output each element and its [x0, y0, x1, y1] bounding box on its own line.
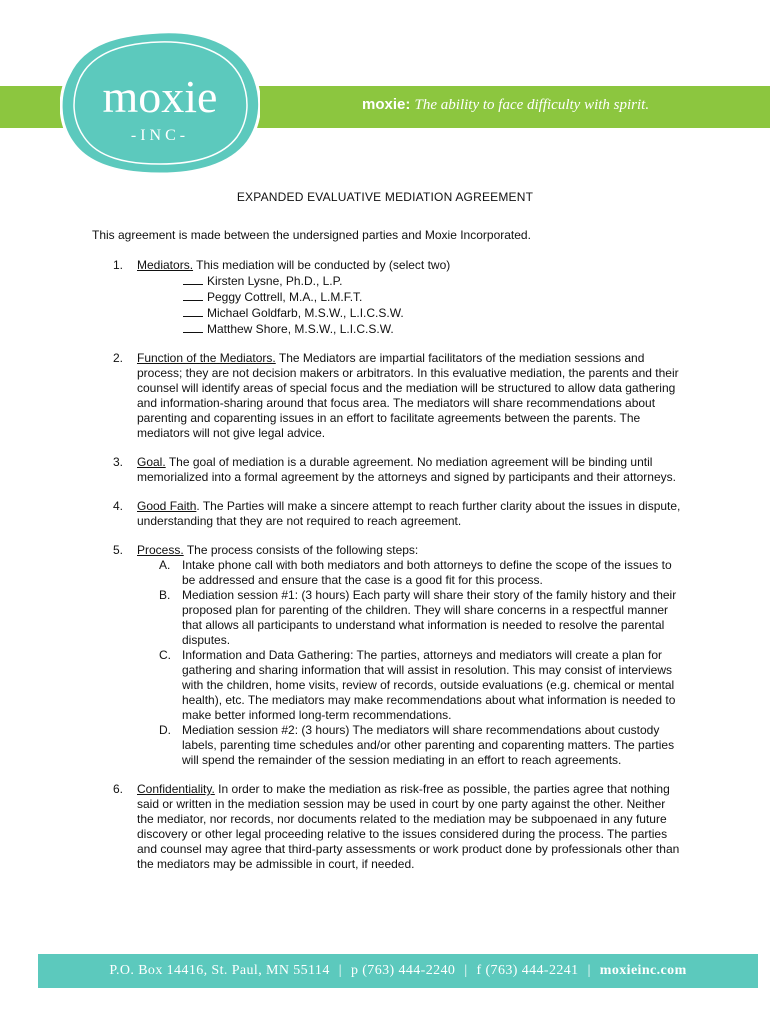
section-heading: Good Faith: [137, 499, 197, 513]
mediator-name: Michael Goldfarb, M.S.W., L.I.C.S.W.: [207, 306, 404, 320]
tagline-brand: moxie:: [362, 96, 411, 113]
section-heading: Function of the Mediators.: [137, 351, 276, 365]
footer-separator: |: [587, 963, 591, 978]
tagline-text: The ability to face difficulty with spirit.: [414, 97, 650, 113]
document-title: EXPANDED EVALUATIVE MEDIATION AGREEMENT: [236, 190, 534, 204]
step-text: Information and Data Gathering: The parties, attorneys and mediators will create a plan for gathering and sharing information that will assist in resolution. This may consist of interviews with the children, home visits, review of records, outside evaluations (e.g. chemical or mental health), etc. The mediators may make recommendations about what information is needed to make better informed long-term recommendations.: [182, 648, 676, 722]
step-text: Mediation session #2: (3 hours) The mediators will share recommendations about custody labels, parenting time schedules and/or other parenting and coparenting matters. The parties will spend the remainder of the session mediating in an effort to reach agreements.: [182, 723, 675, 767]
intro-text: This agreement is made between the undersigned parties and Moxie Incorporated.: [92, 228, 531, 242]
step-text: Mediation session #1: (3 hours) Each party will share their story of the family history and their proposed plan for parenting of the children. They will share concerns in a respectful manner that allows all participants to understand what information is needed to resolve the parental disputes.: [182, 588, 677, 647]
moxie-logo: [60, 28, 260, 176]
mediator-option[interactable]: [183, 321, 684, 337]
process-step: [137, 723, 684, 768]
section-mediators: [0, 258, 770, 337]
footer-separator: |: [338, 963, 342, 978]
mediator-option[interactable]: [183, 305, 684, 321]
section-heading: Process.: [137, 543, 184, 557]
mediator-option[interactable]: [183, 273, 684, 289]
mediator-option[interactable]: [183, 289, 684, 305]
section-goal: [0, 455, 770, 485]
footer-fax: f (763) 444-2241: [476, 963, 579, 978]
section-text: This mediation will be conducted by (select two): [196, 258, 451, 272]
process-step: [137, 648, 684, 723]
section-text: The process consists of the following steps:: [186, 543, 419, 557]
footer-separator: |: [464, 963, 468, 978]
section-text: The goal of mediation is a durable agreement. No mediation agreement will be binding until memorialized into a formal agreement by the attorneys and signed by participants and their attorneys.: [137, 455, 676, 484]
step-letter: A.: [159, 558, 171, 572]
footer-phone: p (763) 444-2240: [350, 963, 456, 978]
section-number: 5.: [113, 543, 124, 557]
select-blank[interactable]: [183, 289, 203, 301]
section-text: . The Parties will make a sincere attempt to reach further clarity about the issues in dispute, understanding that they are not required to reach agreement.: [137, 499, 681, 528]
process-step: [137, 588, 684, 648]
section-number: 1.: [113, 258, 124, 272]
section-function: [0, 351, 770, 441]
step-text: Intake phone call with both mediators and both attorneys to define the scope of the issues to be addressed and ensure that the case is a good fit for this process.: [182, 558, 672, 587]
select-blank[interactable]: [183, 305, 203, 317]
section-process: [0, 543, 770, 768]
section-number: 3.: [113, 455, 124, 469]
logo-word: moxie: [102, 71, 218, 122]
section-number: 4.: [113, 499, 124, 513]
section-heading: Goal.: [137, 455, 166, 469]
tagline: [362, 96, 649, 114]
footer-address: P.O. Box 14416, St. Paul, MN 55114: [109, 963, 330, 978]
process-steps: [137, 558, 684, 768]
mediator-name: Matthew Shore, M.S.W., L.I.C.S.W.: [207, 322, 394, 336]
section-heading: Mediators.: [137, 258, 194, 272]
footer-bar: [38, 954, 758, 988]
sections: [0, 258, 770, 886]
section-number: 2.: [113, 351, 124, 365]
process-step: [137, 558, 684, 588]
select-blank[interactable]: [183, 321, 203, 333]
logo-sub: -INC-: [130, 127, 190, 144]
select-blank[interactable]: [183, 273, 203, 285]
step-letter: B.: [159, 588, 171, 602]
section-text: The Mediators are impartial facilitators of the mediation sessions and process; they are not decision makers or arbitrators. In this evaluative mediation, the parents and their counsel will identify areas of special focus and the mediation will be structured to allow data gathering and information-sharing around that focus area. The mediators will share recommendations about parenting and coparenting issues in an effort to facilitate agreements between the parents. The mediators will not give legal advice.: [137, 351, 679, 440]
section-confidentiality: [0, 782, 770, 872]
mediator-name: Kirsten Lysne, Ph.D., L.P.: [207, 274, 343, 288]
section-good-faith: [0, 499, 770, 529]
footer-website-link[interactable]: moxieinc.com: [599, 963, 687, 978]
step-letter: D.: [159, 723, 171, 737]
mediator-name: Peggy Cottrell, M.A., L.M.F.T.: [207, 290, 363, 304]
section-text: In order to make the mediation as risk-free as possible, the parties agree that nothing said or written in the mediation session may be used in court by one party against the other. Neither the mediator, nor records, nor documents related to the mediation may be subpoenaed in any future discovery or other legal proceeding relative to the issues considered during the process. The parties and counsel may agree that third-party assessments or work product done by professionals other than the mediators may be admissible in court, if needed.: [137, 782, 680, 871]
section-heading: Confidentiality.: [137, 782, 215, 796]
step-letter: C.: [159, 648, 171, 662]
mediator-options: [137, 273, 684, 337]
section-number: 6.: [113, 782, 124, 796]
